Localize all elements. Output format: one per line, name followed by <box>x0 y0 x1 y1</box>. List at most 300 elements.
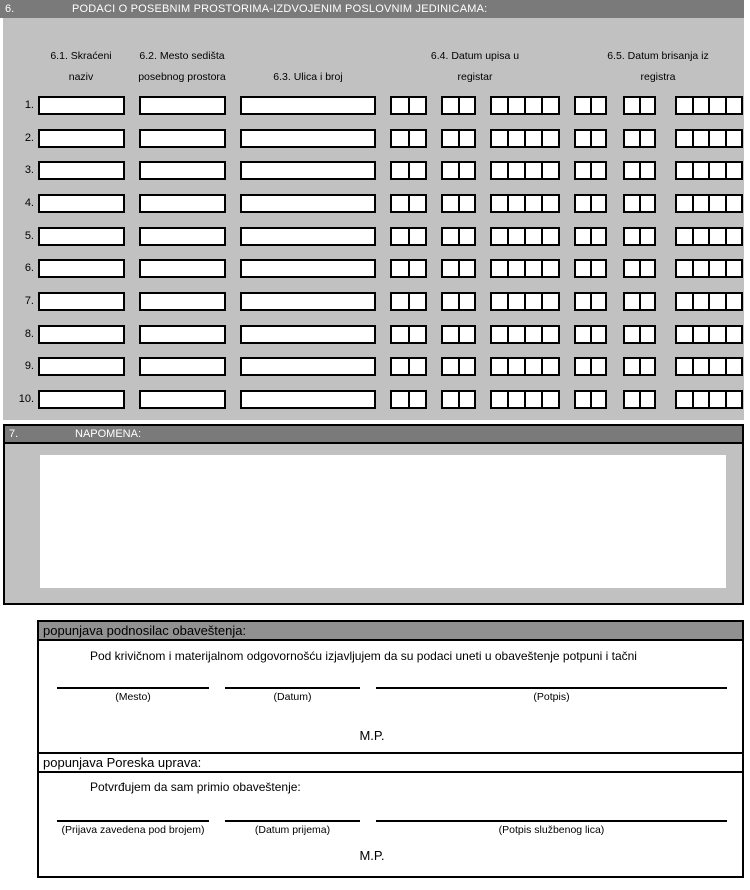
date-digit-cell[interactable] <box>625 163 639 178</box>
datum-upisa-year-field[interactable] <box>490 390 560 409</box>
ulica-broj-field[interactable] <box>240 390 376 409</box>
date-digit-cell[interactable] <box>507 392 524 407</box>
date-digit-cell[interactable] <box>458 294 475 309</box>
date-digit-cell[interactable] <box>541 196 558 211</box>
date-digit-cell[interactable] <box>725 327 742 342</box>
datum-brisanja-day-field[interactable] <box>574 357 607 376</box>
date-digit-cell[interactable] <box>625 196 639 211</box>
date-digit-cell[interactable] <box>708 163 725 178</box>
skraceni-naziv-field[interactable] <box>38 129 125 148</box>
date-digit-cell[interactable] <box>625 359 639 374</box>
section6-row <box>0 129 750 148</box>
datum-brisanja-year-field[interactable] <box>675 259 743 278</box>
date-digit-cell[interactable] <box>443 261 458 276</box>
datum-line[interactable] <box>225 687 360 689</box>
datum-brisanja-year-field[interactable] <box>675 292 743 311</box>
datum-upisa-day-field[interactable] <box>390 325 427 344</box>
date-digit-cell[interactable] <box>443 229 458 244</box>
date-digit-cell[interactable] <box>392 261 408 276</box>
mesto-sedista-field[interactable] <box>139 357 226 376</box>
ulica-broj-field[interactable] <box>240 129 376 148</box>
skraceni-naziv-field[interactable] <box>38 357 125 376</box>
date-digit-cell[interactable] <box>590 98 606 113</box>
datum-brisanja-day-field[interactable] <box>574 325 607 344</box>
prijava-broj-line[interactable] <box>57 820 209 822</box>
date-digit-cell[interactable] <box>392 131 408 146</box>
section6-row <box>0 96 750 115</box>
datum-upisa-month-field[interactable] <box>441 129 476 148</box>
row-number: 5. <box>24 230 34 242</box>
date-digit-cell[interactable] <box>708 131 725 146</box>
date-digit-cell[interactable] <box>625 229 639 244</box>
date-digit-cell[interactable] <box>708 229 725 244</box>
datum-upisa-year-field[interactable] <box>490 96 560 115</box>
date-digit-cell[interactable] <box>458 327 475 342</box>
date-digit-cell[interactable] <box>590 131 606 146</box>
date-digit-cell[interactable] <box>677 359 692 374</box>
datum-brisanja-month-field[interactable] <box>623 227 656 246</box>
date-digit-cell[interactable] <box>639 294 655 309</box>
datum-upisa-year-field[interactable] <box>490 194 560 213</box>
date-digit-cell[interactable] <box>590 163 606 178</box>
date-digit-cell[interactable] <box>392 359 408 374</box>
date-digit-cell[interactable] <box>492 196 507 211</box>
skraceni-naziv-field[interactable] <box>38 227 125 246</box>
date-digit-cell[interactable] <box>443 392 458 407</box>
datum-brisanja-year-field[interactable] <box>675 161 743 180</box>
skraceni-naziv-field[interactable] <box>38 325 125 344</box>
date-digit-cell[interactable] <box>725 229 742 244</box>
date-digit-cell[interactable] <box>524 229 541 244</box>
date-digit-cell[interactable] <box>408 392 426 407</box>
mesto-sedista-field[interactable] <box>139 227 226 246</box>
date-digit-cell[interactable] <box>507 327 524 342</box>
datum-brisanja-month-field[interactable] <box>623 259 656 278</box>
date-digit-cell[interactable] <box>692 131 709 146</box>
potpis-sluzbenog-lica-label: (Potpis službenog lica) <box>498 824 605 836</box>
datum-upisa-day-field[interactable] <box>390 259 427 278</box>
date-digit-cell[interactable] <box>507 359 524 374</box>
datum-brisanja-year-field[interactable] <box>675 194 743 213</box>
column-header-6-4-line1: 6.4. Datum upisa u <box>430 50 520 62</box>
section6-row <box>0 161 750 180</box>
datum-upisa-year-field[interactable] <box>490 129 560 148</box>
date-digit-cell[interactable] <box>590 327 606 342</box>
date-digit-cell[interactable] <box>507 196 524 211</box>
date-digit-cell[interactable] <box>708 98 725 113</box>
datum-brisanja-month-field[interactable] <box>623 325 656 344</box>
skraceni-naziv-field[interactable] <box>38 292 125 311</box>
date-digit-cell[interactable] <box>590 359 606 374</box>
datum-brisanja-month-field[interactable] <box>623 390 656 409</box>
datum-brisanja-day-field[interactable] <box>574 390 607 409</box>
date-digit-cell[interactable] <box>725 294 742 309</box>
column-header-6-4 <box>415 46 535 88</box>
row-number: 10. <box>18 393 34 405</box>
datum-upisa-day-field[interactable] <box>390 161 427 180</box>
date-digit-cell[interactable] <box>507 261 524 276</box>
date-digit-cell[interactable] <box>590 261 606 276</box>
ulica-broj-field[interactable] <box>240 96 376 115</box>
datum-upisa-month-field[interactable] <box>441 292 476 311</box>
datum-brisanja-year-field[interactable] <box>675 227 743 246</box>
date-digit-cell[interactable] <box>524 327 541 342</box>
date-digit-cell[interactable] <box>708 196 725 211</box>
date-digit-cell[interactable] <box>541 359 558 374</box>
date-digit-cell[interactable] <box>492 261 507 276</box>
section6-row <box>0 227 750 246</box>
datum-brisanja-year-field[interactable] <box>675 325 743 344</box>
date-digit-cell[interactable] <box>507 163 524 178</box>
datum-upisa-day-field[interactable] <box>390 194 427 213</box>
date-digit-cell[interactable] <box>541 327 558 342</box>
date-digit-cell[interactable] <box>443 294 458 309</box>
submitter-header-bar: popunjava podnosilac obaveštenja: <box>37 620 744 641</box>
skraceni-naziv-field[interactable] <box>38 194 125 213</box>
skraceni-naziv-field[interactable] <box>38 259 125 278</box>
date-digit-cell[interactable] <box>443 98 458 113</box>
date-digit-cell[interactable] <box>625 392 639 407</box>
datum-brisanja-day-field[interactable] <box>574 292 607 311</box>
date-digit-cell[interactable] <box>541 261 558 276</box>
datum-upisa-year-field[interactable] <box>490 227 560 246</box>
date-digit-cell[interactable] <box>725 98 742 113</box>
datum-upisa-day-field[interactable] <box>390 292 427 311</box>
date-digit-cell[interactable] <box>625 98 639 113</box>
datum-upisa-day-field[interactable] <box>390 390 427 409</box>
datum-upisa-day-field[interactable] <box>390 129 427 148</box>
date-digit-cell[interactable] <box>458 196 475 211</box>
date-digit-cell[interactable] <box>677 327 692 342</box>
date-digit-cell[interactable] <box>408 196 426 211</box>
potpis-sluzbenog-lica-line[interactable] <box>376 820 727 822</box>
column-header-6-2-line2: posebnog prostora <box>138 71 226 83</box>
date-digit-cell[interactable] <box>492 359 507 374</box>
mesto-line[interactable] <box>57 687 209 689</box>
date-digit-cell[interactable] <box>708 359 725 374</box>
datum-brisanja-month-field[interactable] <box>623 96 656 115</box>
date-digit-cell[interactable] <box>677 392 692 407</box>
date-digit-cell[interactable] <box>458 163 475 178</box>
mesto-sedista-field[interactable] <box>139 292 226 311</box>
date-digit-cell[interactable] <box>576 294 590 309</box>
napomena-input[interactable] <box>40 455 726 588</box>
skraceni-naziv-field[interactable] <box>38 390 125 409</box>
date-digit-cell[interactable] <box>507 294 524 309</box>
submitter-statement: Pod krivičnom i materijalnom odgovornošću izjavljujem da su podaci uneti u obaveštenje potpuni i tačni <box>90 649 637 663</box>
datum-upisa-year-field[interactable] <box>490 357 560 376</box>
date-digit-cell[interactable] <box>677 196 692 211</box>
date-digit-cell[interactable] <box>524 98 541 113</box>
datum-label: (Datum) <box>273 691 312 703</box>
date-digit-cell[interactable] <box>677 131 692 146</box>
date-digit-cell[interactable] <box>639 359 655 374</box>
date-digit-cell[interactable] <box>492 294 507 309</box>
date-digit-cell[interactable] <box>725 392 742 407</box>
date-digit-cell[interactable] <box>392 229 408 244</box>
date-digit-cell[interactable] <box>458 392 475 407</box>
date-digit-cell[interactable] <box>725 261 742 276</box>
date-digit-cell[interactable] <box>524 294 541 309</box>
datum-upisa-year-field[interactable] <box>490 292 560 311</box>
date-digit-cell[interactable] <box>458 261 475 276</box>
ulica-broj-field[interactable] <box>240 357 376 376</box>
tax-admin-header-bar: popunjava Poreska uprava: <box>37 752 744 773</box>
date-digit-cell[interactable] <box>408 163 426 178</box>
date-digit-cell[interactable] <box>576 163 590 178</box>
date-digit-cell[interactable] <box>708 294 725 309</box>
date-digit-cell[interactable] <box>677 163 692 178</box>
date-digit-cell[interactable] <box>524 392 541 407</box>
datum-brisanja-year-field[interactable] <box>675 357 743 376</box>
date-digit-cell[interactable] <box>458 229 475 244</box>
date-digit-cell[interactable] <box>541 392 558 407</box>
date-digit-cell[interactable] <box>524 261 541 276</box>
date-digit-cell[interactable] <box>408 327 426 342</box>
date-digit-cell[interactable] <box>708 392 725 407</box>
mesto-sedista-field[interactable] <box>139 390 226 409</box>
datum-brisanja-year-field[interactable] <box>675 390 743 409</box>
mesto-sedista-field[interactable] <box>139 96 226 115</box>
column-header-6-1-line2: naziv <box>68 71 94 83</box>
date-digit-cell[interactable] <box>639 229 655 244</box>
date-digit-cell[interactable] <box>392 196 408 211</box>
date-digit-cell[interactable] <box>392 163 408 178</box>
datum-prijema-line[interactable] <box>225 820 360 822</box>
date-digit-cell[interactable] <box>625 294 639 309</box>
datum-upisa-month-field[interactable] <box>441 194 476 213</box>
date-digit-cell[interactable] <box>458 131 475 146</box>
skraceni-naziv-field[interactable] <box>38 161 125 180</box>
date-digit-cell[interactable] <box>576 327 590 342</box>
date-digit-cell[interactable] <box>541 229 558 244</box>
date-digit-cell[interactable] <box>492 98 507 113</box>
date-digit-cell[interactable] <box>541 163 558 178</box>
date-digit-cell[interactable] <box>576 261 590 276</box>
datum-upisa-day-field[interactable] <box>390 357 427 376</box>
date-digit-cell[interactable] <box>524 359 541 374</box>
date-digit-cell[interactable] <box>590 229 606 244</box>
potpis-line[interactable] <box>376 687 727 689</box>
date-digit-cell[interactable] <box>692 392 709 407</box>
date-digit-cell[interactable] <box>492 327 507 342</box>
date-digit-cell[interactable] <box>408 294 426 309</box>
column-header-6-3: 6.3. Ulica i broj <box>273 71 343 83</box>
column-header-6-2 <box>122 46 242 88</box>
datum-upisa-month-field[interactable] <box>441 161 476 180</box>
date-digit-cell[interactable] <box>576 98 590 113</box>
date-digit-cell[interactable] <box>576 196 590 211</box>
datum-upisa-month-field[interactable] <box>441 227 476 246</box>
row-number: 6. <box>24 262 34 274</box>
date-digit-cell[interactable] <box>639 392 655 407</box>
ulica-broj-field[interactable] <box>240 194 376 213</box>
date-digit-cell[interactable] <box>692 163 709 178</box>
date-digit-cell[interactable] <box>408 98 426 113</box>
date-digit-cell[interactable] <box>590 294 606 309</box>
date-digit-cell[interactable] <box>625 131 639 146</box>
date-digit-cell[interactable] <box>492 163 507 178</box>
datum-brisanja-day-field[interactable] <box>574 227 607 246</box>
date-digit-cell[interactable] <box>392 294 408 309</box>
date-digit-cell[interactable] <box>408 131 426 146</box>
tax-admin-statement: Potvrđujem da sam primio obaveštenje: <box>90 780 301 794</box>
section7-number: 7. <box>9 428 19 440</box>
date-digit-cell[interactable] <box>443 327 458 342</box>
datum-brisanja-year-field[interactable] <box>675 129 743 148</box>
mesto-sedista-field[interactable] <box>139 325 226 344</box>
datum-upisa-month-field[interactable] <box>441 325 476 344</box>
date-digit-cell[interactable] <box>725 196 742 211</box>
mesto-sedista-field[interactable] <box>139 129 226 148</box>
date-digit-cell[interactable] <box>524 131 541 146</box>
mp-seal-submitter: M.P. <box>359 728 385 743</box>
datum-brisanja-day-field[interactable] <box>574 161 607 180</box>
date-digit-cell[interactable] <box>458 98 475 113</box>
date-digit-cell[interactable] <box>708 261 725 276</box>
date-digit-cell[interactable] <box>639 131 655 146</box>
datum-brisanja-month-field[interactable] <box>623 161 656 180</box>
date-digit-cell[interactable] <box>408 261 426 276</box>
date-digit-cell[interactable] <box>443 196 458 211</box>
datum-brisanja-year-field[interactable] <box>675 96 743 115</box>
mesto-sedista-field[interactable] <box>139 161 226 180</box>
ulica-broj-field[interactable] <box>240 161 376 180</box>
date-digit-cell[interactable] <box>443 359 458 374</box>
date-digit-cell[interactable] <box>677 229 692 244</box>
datum-upisa-day-field[interactable] <box>390 227 427 246</box>
datum-prijema-label: (Datum prijema) <box>254 824 331 836</box>
date-digit-cell[interactable] <box>541 294 558 309</box>
date-digit-cell[interactable] <box>692 229 709 244</box>
date-digit-cell[interactable] <box>408 359 426 374</box>
date-digit-cell[interactable] <box>392 98 408 113</box>
date-digit-cell[interactable] <box>507 98 524 113</box>
date-digit-cell[interactable] <box>692 196 709 211</box>
date-digit-cell[interactable] <box>692 98 709 113</box>
date-digit-cell[interactable] <box>507 229 524 244</box>
date-digit-cell[interactable] <box>576 131 590 146</box>
date-digit-cell[interactable] <box>492 229 507 244</box>
column-header-6-2-line1: 6.2. Mesto sedišta <box>139 50 225 62</box>
date-digit-cell[interactable] <box>590 196 606 211</box>
ulica-broj-field[interactable] <box>240 292 376 311</box>
date-digit-cell[interactable] <box>507 131 524 146</box>
date-digit-cell[interactable] <box>576 359 590 374</box>
date-digit-cell[interactable] <box>392 392 408 407</box>
date-digit-cell[interactable] <box>408 229 426 244</box>
row-number: 3. <box>24 164 34 176</box>
datum-upisa-year-field[interactable] <box>490 259 560 278</box>
datum-brisanja-month-field[interactable] <box>623 292 656 311</box>
date-digit-cell[interactable] <box>677 98 692 113</box>
date-digit-cell[interactable] <box>639 98 655 113</box>
section6-row <box>0 259 750 278</box>
datum-brisanja-day-field[interactable] <box>574 259 607 278</box>
datum-upisa-month-field[interactable] <box>441 96 476 115</box>
datum-brisanja-month-field[interactable] <box>623 357 656 376</box>
column-header-6-1 <box>41 46 121 88</box>
date-digit-cell[interactable] <box>692 327 709 342</box>
section7-header-bar <box>3 424 744 444</box>
date-digit-cell[interactable] <box>392 327 408 342</box>
date-digit-cell[interactable] <box>443 131 458 146</box>
date-digit-cell[interactable] <box>524 196 541 211</box>
ulica-broj-field[interactable] <box>240 227 376 246</box>
date-digit-cell[interactable] <box>576 229 590 244</box>
datum-brisanja-day-field[interactable] <box>574 129 607 148</box>
datum-brisanja-day-field[interactable] <box>574 96 607 115</box>
date-digit-cell[interactable] <box>492 131 507 146</box>
date-digit-cell[interactable] <box>524 163 541 178</box>
section6-row <box>0 390 750 409</box>
date-digit-cell[interactable] <box>639 327 655 342</box>
row-number: 9. <box>24 360 34 372</box>
section6-row <box>0 325 750 344</box>
date-digit-cell[interactable] <box>458 359 475 374</box>
column-header-6-1-line1: 6.1. Skraćeni <box>50 50 112 62</box>
date-digit-cell[interactable] <box>725 359 742 374</box>
section6-header-bar <box>0 0 744 18</box>
column-header-6-5 <box>588 46 728 88</box>
datum-brisanja-month-field[interactable] <box>623 194 656 213</box>
datum-upisa-month-field[interactable] <box>441 390 476 409</box>
datum-brisanja-day-field[interactable] <box>574 194 607 213</box>
row-number: 8. <box>24 328 34 340</box>
date-digit-cell[interactable] <box>541 98 558 113</box>
date-digit-cell[interactable] <box>677 261 692 276</box>
datum-upisa-day-field[interactable] <box>390 96 427 115</box>
date-digit-cell[interactable] <box>725 131 742 146</box>
mesto-label: (Mesto) <box>115 691 151 703</box>
row-number: 2. <box>24 132 34 144</box>
date-digit-cell[interactable] <box>692 359 709 374</box>
column-header-6-5-line1: 6.5. Datum brisanja iz <box>607 50 709 62</box>
section6-row <box>0 357 750 376</box>
section6-row <box>0 194 750 213</box>
date-digit-cell[interactable] <box>639 196 655 211</box>
date-digit-cell[interactable] <box>677 294 692 309</box>
mesto-sedista-field[interactable] <box>139 194 226 213</box>
datum-upisa-month-field[interactable] <box>441 357 476 376</box>
datum-brisanja-month-field[interactable] <box>623 129 656 148</box>
date-digit-cell[interactable] <box>625 261 639 276</box>
ulica-broj-field[interactable] <box>240 259 376 278</box>
date-digit-cell[interactable] <box>541 131 558 146</box>
column-header-6-4-line2: registar <box>457 71 493 83</box>
date-digit-cell[interactable] <box>708 327 725 342</box>
datum-upisa-year-field[interactable] <box>490 161 560 180</box>
date-digit-cell[interactable] <box>590 392 606 407</box>
date-digit-cell[interactable] <box>639 163 655 178</box>
potpis-label: (Potpis) <box>533 691 570 703</box>
date-digit-cell[interactable] <box>625 327 639 342</box>
date-digit-cell[interactable] <box>692 294 709 309</box>
date-digit-cell[interactable] <box>725 163 742 178</box>
date-digit-cell[interactable] <box>692 261 709 276</box>
skraceni-naziv-field[interactable] <box>38 96 125 115</box>
datum-upisa-month-field[interactable] <box>441 259 476 278</box>
date-digit-cell[interactable] <box>639 261 655 276</box>
mp-seal-tax-admin: M.P. <box>359 848 385 863</box>
ulica-broj-field[interactable] <box>240 325 376 344</box>
mesto-sedista-field[interactable] <box>139 259 226 278</box>
datum-upisa-year-field[interactable] <box>490 325 560 344</box>
section6-title: PODACI O POSEBNIM PROSTORIMA-IZDVOJENIM POSLOVNIM JEDINICAMA: <box>72 3 488 15</box>
date-digit-cell[interactable] <box>576 392 590 407</box>
date-digit-cell[interactable] <box>492 392 507 407</box>
date-digit-cell[interactable] <box>443 163 458 178</box>
